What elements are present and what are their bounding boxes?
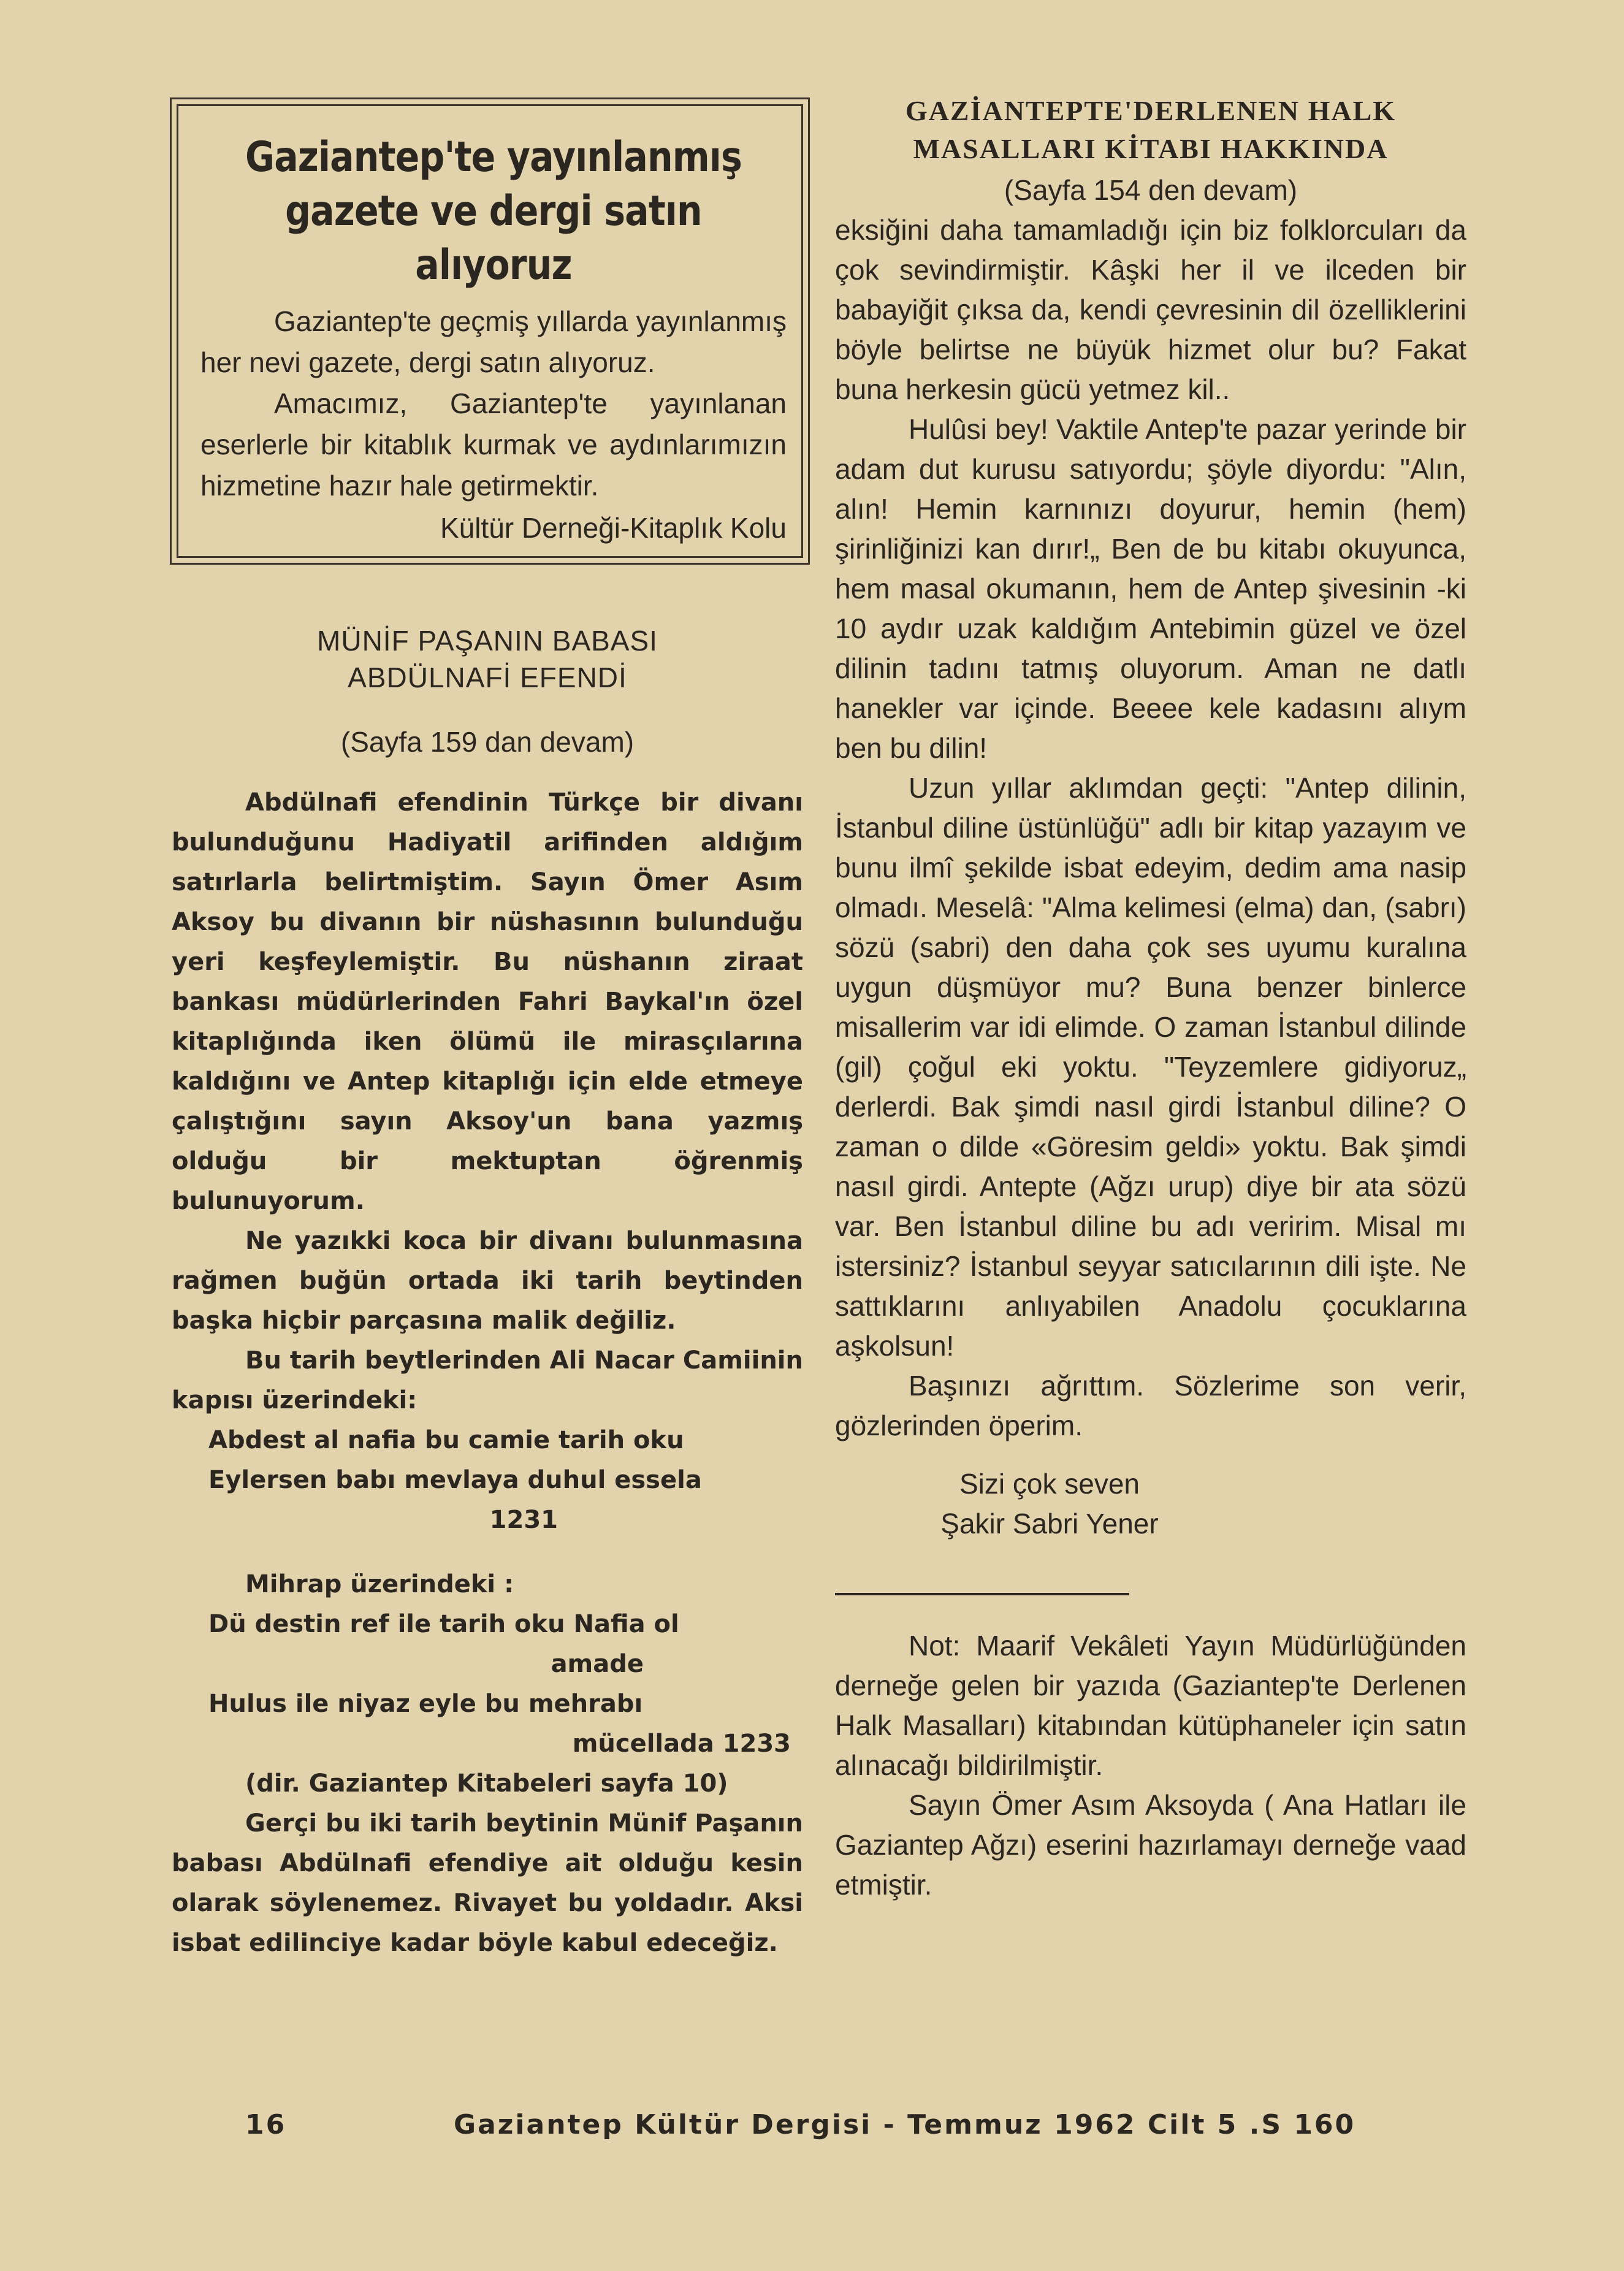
notice-paragraph: Gaziantep'te geçmiş yıllarda yayınlanmış her nevi gazete, dergi satın alıyoruz. — [200, 305, 787, 378]
notice-title: Gaziantep'te yayınlanmış gazete ve dergi satın alıyoruz — [245, 133, 742, 289]
left-column — [172, 104, 803, 1963]
signature-name: Şakir Sabri Yener — [940, 1508, 1159, 1540]
right-paragraph: Başınızı ağrıttım. Sözlerime son verir, gözlerinden öperim. — [835, 1370, 1466, 1441]
notice-signature: Kültür Derneği-Kitaplık Kolu — [440, 512, 787, 544]
article-paragraph: Gerçi bu iki tarih beytinin Münif Paşanın babası Abdülnafi efendiye ait olduğu kesin olarak söylenemez. Rivayet bu yoldadır. Aksi isbat edilinciye kadar böyle kabul edeceğiz. — [172, 1809, 803, 1957]
article-title — [172, 622, 803, 696]
notice-paragraph: Amacımız, Gaziantep'te yayınlanan eserlerle bir kitablık kurmak ve aydınlarımızın hizmetine hazır hale getirmektir. — [200, 387, 787, 502]
article-paragraph: Mihrap üzerindeki : — [245, 1570, 514, 1598]
verse-line: amade — [551, 1650, 644, 1678]
right-title-line: MASALLARI KİTABI HAKKINDA — [913, 133, 1389, 164]
right-article-title — [835, 92, 1466, 168]
right-column — [835, 92, 1466, 1905]
article-paragraph: (dir. Gaziantep Kitabeleri sayfa 10) — [245, 1769, 728, 1798]
right-title-line: GAZİANTEPTE'DERLENEN HALK — [905, 95, 1397, 126]
article-paragraph: Bu tarih beytlerinden Ali Nacar Camiinin kapısı üzerindeki: — [172, 1346, 803, 1414]
article-paragraph: Ne yazıkki koca bir divanı bulunmasına rağmen buğün ortada iki tarih beytinden başka hiçbir parçasına malik değiliz. — [172, 1227, 803, 1335]
article-body — [172, 783, 803, 1963]
note-section — [835, 1626, 1466, 1905]
verse-line: Hulus ile niyaz eyle bu mehrabı — [208, 1690, 643, 1718]
note-paragraph: Not: Maarif Vekâleti Yayın Müdürlüğünden derneğe gelen bir yazıda (Gaziantep'te Derlenen Halk Masalları) kitabından kütüphaneler için satın alınacağı bildirilmiştir. — [835, 1630, 1466, 1781]
letter-signature — [835, 1464, 1466, 1544]
journal-info: Gaziantep Kültür Dergisi - Temmuz 1962 Cilt 5 .S 160 — [454, 2109, 1356, 2140]
page-number: 16 — [245, 2109, 287, 2140]
article-paragraph: Abdülnafi efendinin Türkçe bir divanı bulunduğunu Hadiyatil arifinden aldığım satırlarla belirtmiştim. Sayın Ömer Asım Aksoy bu divanın bir nüshasının bulunduğu yeri keşfeylemiştir. Bu nüshanın ziraat bankası müdürlerinden Fahri Baykal'ın özel kitaplığında iken ölümü ile mirasçılarına kaldığını ve Antep kitaplığı için elde etmeye çalıştığını sayın Aksoy'un bana yazmış olduğu bir mektuptan öğrenmiş bulunuyorum. — [172, 788, 803, 1215]
right-paragraph: Uzun yıllar aklımdan geçti: "Antep dilinin, İstanbul diline üstünlüğü" adlı bir kitap yazayım ve bunu ilmî şekilde isbat edeyim, dedim ama nasip olmadı. Meselâ: "Alma kelimesi (elma) dan, (sabrı) sözü (sabri) den daha çok ses uyumu kuralına uygun düşmüyor mu? Buna benzer binlerce misallerim var idi elimde. O zaman İstanbul dilinde (gil) çoğul eki yoktu. "Teyzemlere gidiyoruz„ derlerdi. Bak şimdi nasıl girdi İstanbul diline? O zaman o dilde «Göresim geldi» yoktu. Bak şimdi nasıl girdi. Antepte (Ağzı urup) diye bir ata sözü var. Ben İstanbul diline bu adı veririm. Misal mı istersiniz? İstanbul seyyar satıcılarının dili işte. Ne sattıklarını anlıyabilen Anadolu çocuklarına aşkolsun! — [835, 772, 1466, 1362]
note-paragraph: Sayın Ömer Asım Aksoyda ( Ana Hatları ile Gaziantep Ağzı) eserini hazırlamayı derneğe vaad etmiştir. — [835, 1789, 1466, 1901]
article-title-line: ABDÜLNAFİ EFENDİ — [348, 662, 627, 693]
signature-closing: Sizi çok seven — [959, 1468, 1140, 1500]
verse-year: 1231 — [489, 1506, 558, 1534]
right-paragraph: Hulûsi bey! Vaktile Antep'te pazar yerinde bir adam dut kurusu satıyordu; şöyle diyordu: "Alın, alın! Hemin karnınızı doyurur, hemin (hem) şirinliğinizi kan dırır!„ Ben de bu kitabı okuyunca, hem masal okumanın, hem de Antep şivesinin -ki 10 aydır uzak kaldığım Antebimin güzel ve özel dilinin tadını tatmış oluyorum. Aman ne datlı hanekler var içinde. Beeee kele kadasını alıym ben bu dilin! — [835, 413, 1466, 764]
verse-line: Eylersen babı mevlaya duhul essela — [208, 1466, 702, 1494]
verse-line: mücellada 1233 — [572, 1730, 791, 1758]
right-paragraph: eksiğini daha tamamladığı için biz folklorcuları da çok sevindirmiştir. Kâşki her il ve ilceden bir babayiğit çıksa da, kendi çevresinin dil özelliklerini böyle belirtse ne büyük hizmet olur bu? Fakat buna herkesin gücü yetmez kil.. — [835, 214, 1466, 405]
article-continued-note: (Sayfa 159 dan devam) — [340, 726, 635, 758]
verse-line: Dü destin ref ile tarih oku Nafia ol — [208, 1610, 679, 1638]
purchase-notice-box — [177, 104, 803, 558]
notice-body — [200, 301, 787, 506]
verse-line: Abdest al nafia bu camie tarih oku — [208, 1426, 684, 1454]
article-title-line: MÜNİF PAŞANIN BABASI — [317, 625, 658, 657]
right-article-body — [835, 210, 1466, 1446]
section-divider — [835, 1593, 1129, 1595]
right-continued-note: (Sayfa 154 den devam) — [1004, 174, 1298, 206]
